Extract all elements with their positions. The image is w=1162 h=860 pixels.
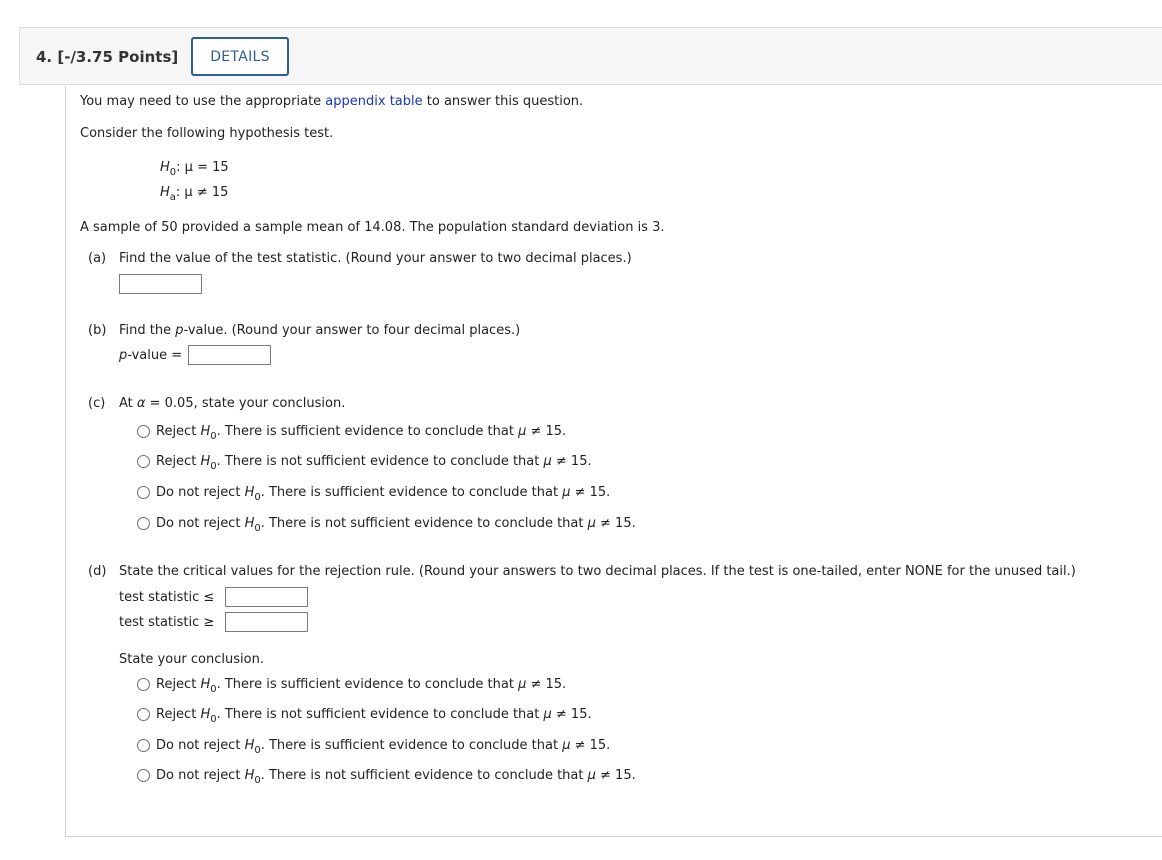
part-c-option-2-label: Reject $H_0$. There is not sufficient evidence to conclude that μ ≠ 15. (156, 454, 592, 472)
part-b-text: Find the p-value. (Round your answer to four decimal places.) (119, 323, 521, 338)
part-d-conclusion-prompt: State your conclusion. (119, 652, 264, 667)
part-d-option-1-label: Reject $H_0$. There is sufficient evidence to conclude that μ ≠ 15. (156, 677, 567, 695)
part-a-text: Find the value of the test statistic. (Round your answer to two decimal places.) (119, 251, 632, 266)
critical-lower-label: test statistic ≤ (119, 590, 215, 605)
critical-lower-input[interactable] (225, 587, 308, 607)
intro-text: You may need to use the appropriate appendix table to answer this question. (80, 94, 584, 109)
part-c-option-1-radio[interactable] (137, 425, 150, 438)
part-c-option-4-radio[interactable] (137, 517, 150, 530)
part-d-option-4-label: Do not reject $H_0$. There is not sufficient evidence to conclude that μ ≠ 15. (156, 768, 636, 786)
part-d-option-4-radio[interactable] (137, 769, 150, 782)
critical-upper-label: test statistic ≥ (119, 615, 215, 630)
p-value-input[interactable] (188, 345, 271, 365)
part-c-label: (c) (88, 396, 106, 411)
part-d-text: State the critical values for the rejection rule. (Round your answers to two decimal places. If the test is one-tailed, enter NONE for the unused tail.) (119, 564, 1076, 579)
part-d-option-1-radio[interactable] (137, 678, 150, 691)
alternative-hypothesis: $H_a$: μ ≠ 15 (160, 185, 229, 203)
part-d-option-3-label: Do not reject $H_0$. There is sufficient evidence to conclude that μ ≠ 15. (156, 738, 611, 756)
null-hypothesis: $H_0$: μ = 15 (160, 160, 229, 178)
appendix-table-link[interactable]: appendix table (325, 94, 423, 109)
test-statistic-input[interactable] (119, 274, 202, 294)
details-button[interactable]: DETAILS (191, 37, 289, 76)
part-d-option-2-label: Reject $H_0$. There is not sufficient evidence to conclude that μ ≠ 15. (156, 707, 592, 725)
sample-info-text: A sample of 50 provided a sample mean of 14.08. The population standard deviation is 3. (80, 220, 665, 235)
part-c-text: At α = 0.05, state your conclusion. (119, 396, 346, 411)
part-c-option-2-radio[interactable] (137, 455, 150, 468)
critical-upper-input[interactable] (225, 612, 308, 632)
p-value-label: p-value = (119, 348, 183, 363)
part-a-label: (a) (88, 251, 107, 266)
part-c-option-1-label: Reject $H_0$. There is sufficient evidence to conclude that μ ≠ 15. (156, 424, 567, 442)
consider-text: Consider the following hypothesis test. (80, 126, 334, 141)
part-b-label: (b) (88, 323, 107, 338)
part-c-option-3-radio[interactable] (137, 486, 150, 499)
part-d-option-3-radio[interactable] (137, 739, 150, 752)
question-title: 4. [-/3.75 Points] (36, 48, 179, 66)
part-c-option-3-label: Do not reject $H_0$. There is sufficient evidence to conclude that μ ≠ 15. (156, 485, 611, 503)
part-c-option-4-label: Do not reject $H_0$. There is not sufficient evidence to conclude that μ ≠ 15. (156, 516, 636, 534)
part-d-label: (d) (88, 564, 107, 579)
part-d-option-2-radio[interactable] (137, 708, 150, 721)
